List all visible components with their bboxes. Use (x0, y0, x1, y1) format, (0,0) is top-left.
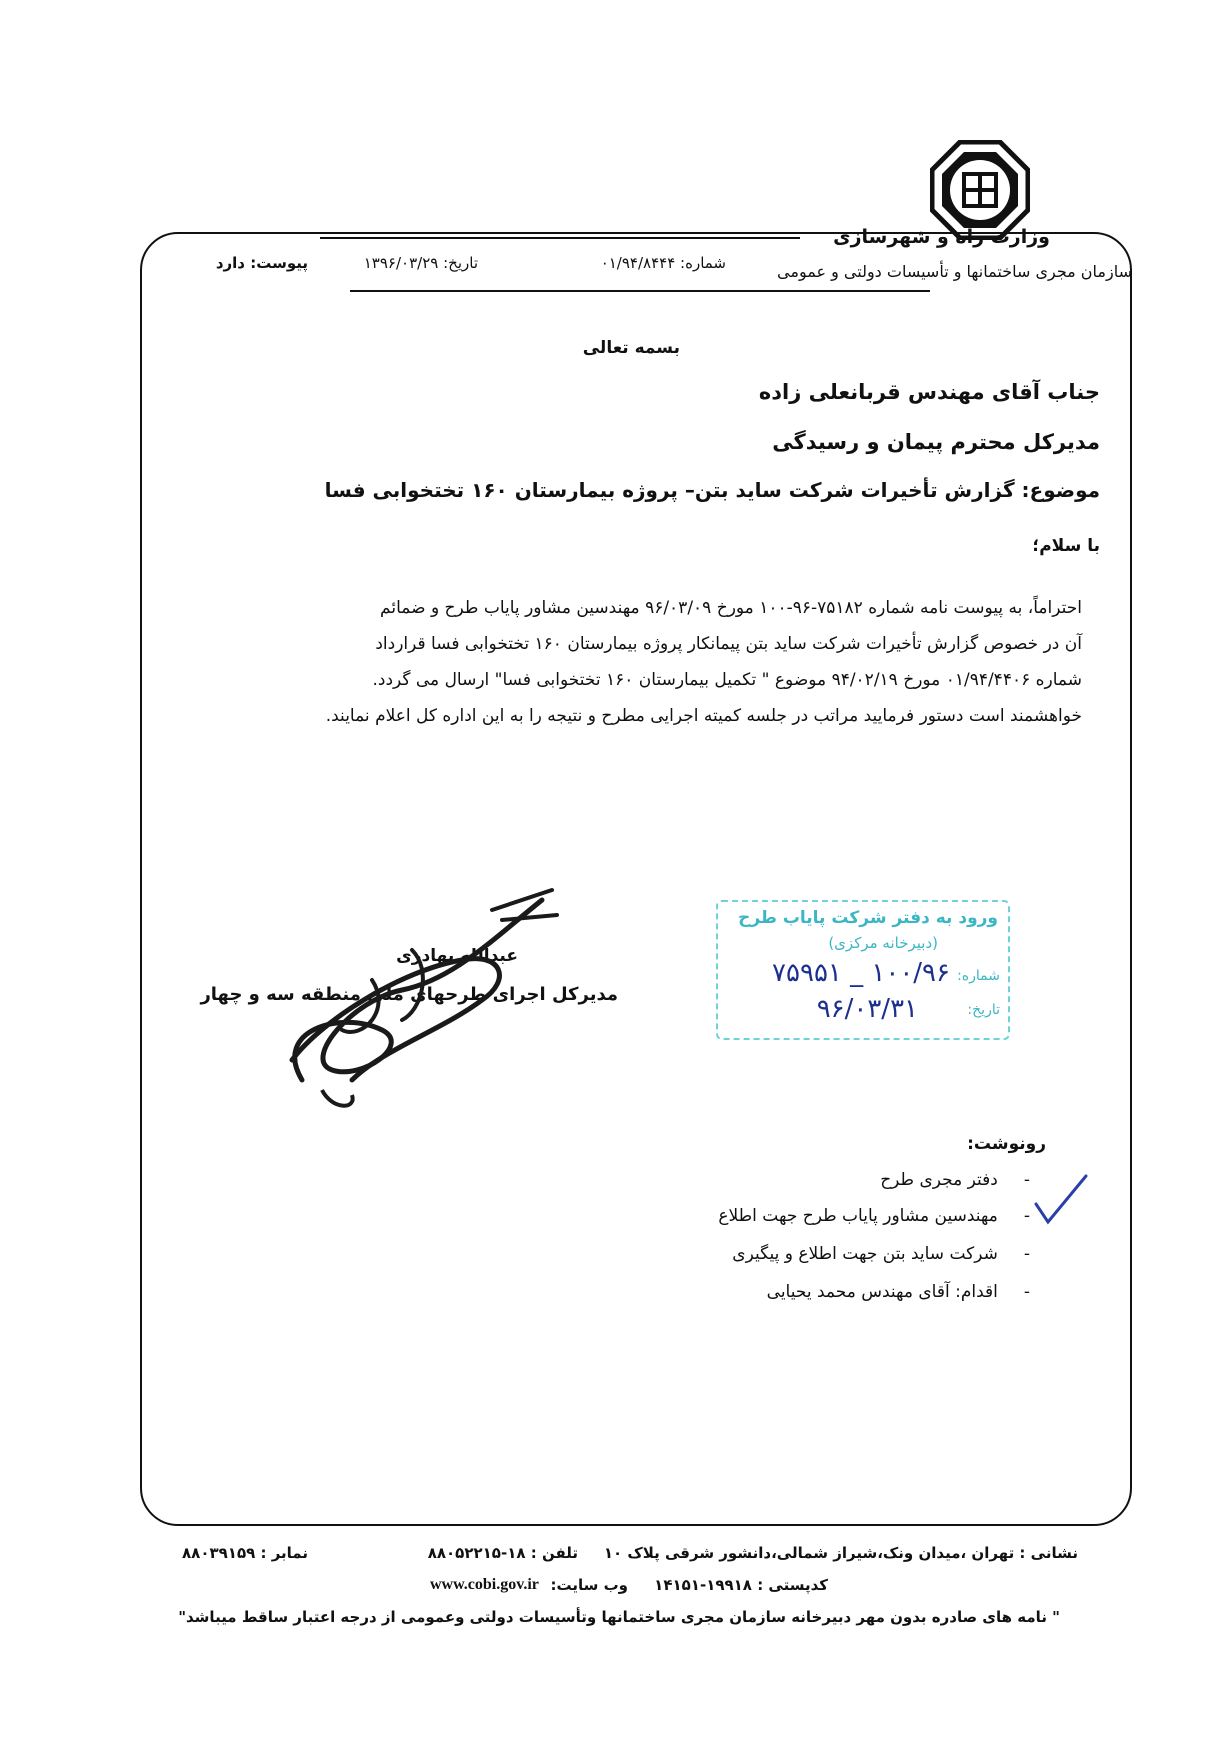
stamp-line-1: ورود به دفتر شرکت پایاب طرح (738, 908, 998, 928)
body-line: شماره ۰۱/۹۴/۴۴۰۶ مورخ ۹۴/۰۲/۱۹ موضوع " تکمیل بیمارستان ۱۶۰ تختخوابی فسا" ارسال می گردد. (372, 670, 1082, 690)
organization-name: سازمان مجری ساختمانها و تأسیسات دولتی و عمومی (777, 262, 1132, 281)
body-line: احتراماً، به پیوست نامه شماره ۷۵۱۸۲-۹۶-۱۰۰ مورخ ۹۶/۰۳/۰۹ مهندسین مشاور پایاب طرح و ضمائم (380, 598, 1082, 618)
footer-notice: " نامه های صادره بدون مهر دبیرخانه سازمان مجری ساختمانها وتأسیسات دولتی وعمومی از درجه اعتبار ساقط میباشد" (178, 1608, 1060, 1626)
letter-subject: موضوع: گزارش تأخیرات شرکت ساید بتن– پروژه بیمارستان ۱۶۰ تختخوابی فسا (324, 478, 1100, 502)
ministry-name: وزارت راه و شهرسازی (833, 226, 1050, 248)
body-line: خواهشمند است دستور فرمایید مراتب در جلسه کمیته اجرایی مطرح و نتیجه را به این اداره کل اعلام نمایند. (325, 706, 1082, 726)
receipt-stamp (716, 900, 1010, 1040)
checkmark-icon (1030, 1170, 1090, 1230)
footer-website-label: وب سایت: (550, 1576, 628, 1594)
basmala: بسمه تعالی (582, 338, 680, 358)
cc-item: -مهندسین مشاور پایاب طرح جهت اطلاع (718, 1206, 1030, 1226)
signature-icon (262, 880, 562, 1120)
recipient-name: جناب آقای مهندس قربانعلی زاده (758, 380, 1100, 404)
stamp-number-value: ۱۰۰/۹۶ _ ۷۵۹۵۱ (772, 958, 950, 988)
letter-body (202, 590, 1082, 734)
signer-title: مدیرکل اجرای طرحهای ملی منطقه سه و چهار (200, 984, 618, 1005)
letter-date: تاریخ: ۱۳۹۶/۰۳/۲۹ (363, 254, 478, 272)
letter-number: شماره: ۰۱/۹۴/۸۴۴۴ (600, 254, 726, 272)
footer-website: www.cobi.gov.ir (430, 1576, 539, 1593)
signer-name: عبدالله بهادری (396, 946, 518, 966)
attachment-status: پیوست: دارد (215, 254, 308, 272)
stamp-line-2: (دبیرخانه مرکزی) (828, 934, 938, 952)
ministry-emblem-icon (930, 140, 1030, 240)
footer-phone: تلفن : ۱۸-۸۸۰۵۲۲۱۵ (427, 1544, 578, 1562)
recipient-title: مدیرکل محترم پیمان و رسیدگی (772, 430, 1100, 454)
stamp-date-label: تاریخ: (967, 1002, 1000, 1018)
greeting: با سلام؛ (1032, 536, 1100, 556)
footer-address: نشانی : تهران ،میدان ونک،شیراز شمالی،دانشور شرقی پلاک ۱۰ (603, 1544, 1078, 1562)
body-line: آن در خصوص گزارش تأخیرات شرکت ساید بتن پیمانکار پروژه بیمارستان ۱۶۰ تختخوابی فسا قرارداد (375, 634, 1082, 654)
cc-item: -دفتر مجری طرح (880, 1170, 1030, 1190)
letter-frame (140, 232, 1132, 1526)
footer-postal: کدپستی : ۱۹۹۱۸-۱۴۱۵۱ (654, 1576, 828, 1594)
cc-item: -شرکت ساید بتن جهت اطلاع و پیگیری (732, 1244, 1030, 1264)
footer-fax: نمابر : ۸۸۰۳۹۱۵۹ (182, 1544, 308, 1562)
stamp-number-label: شماره: (957, 968, 1000, 984)
cc-item: -اقدام: آقای مهندس محمد یحیایی (766, 1282, 1030, 1302)
stamp-date-value: ۹۶/۰۳/۳۱ (816, 994, 918, 1024)
cc-title: رونوشت: (967, 1134, 1046, 1154)
